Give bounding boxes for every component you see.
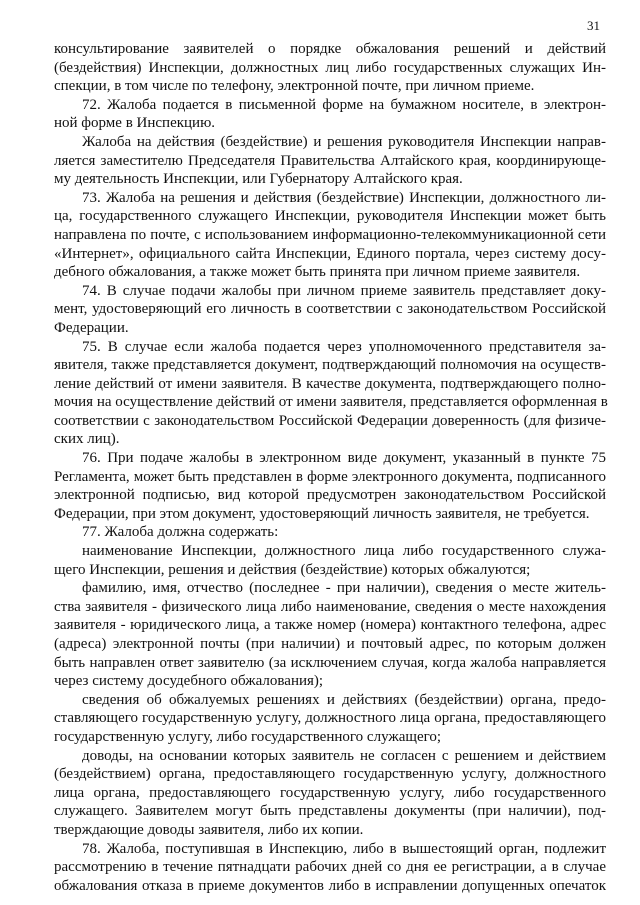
text-line: Федерации. (54, 319, 129, 336)
paragraph-p-77 (54, 523, 606, 542)
paragraph-p-77-3 (54, 691, 606, 747)
text-line: ца, государственного служащего Инспекции, руководителя Инспекции может быть (54, 208, 606, 225)
text-line: ной форме в Инспекцию. (54, 115, 216, 132)
text-line: доводы, на основании которых заявитель не согласен с решением и действием (82, 747, 606, 764)
paragraph-p-73 (54, 189, 606, 282)
text-line: 74. В случае подачи жалобы при личном приеме заявитель представляет доку- (82, 282, 606, 299)
paragraph-p-72-2 (54, 133, 606, 189)
paragraph-p-78 (54, 840, 606, 896)
text-line: обжалования отказа в приеме документов либо в исправлении допущенных опечаток (54, 877, 606, 894)
text-line: служащего. Заявителем могут быть представлены документы (при наличии), под- (54, 803, 606, 820)
text-line: ление действий от имени заявителя. В качестве документа, подтверждающего полно- (54, 375, 606, 392)
paragraph-p-72 (54, 96, 606, 133)
text-line: быть направлен ответ заявителю (за исключением случая, когда жалоба направляется (54, 654, 606, 671)
text-line: Жалоба на действия (бездействие) и решения руководителя Инспекции направ- (82, 133, 606, 150)
text-line: ских лиц). (54, 431, 120, 448)
text-line: Регламента, может быть представлен в форме электронного документа, подписанного (54, 468, 606, 485)
text-line: спекции, в том числе по телефону, электронной почте, при личном приеме. (54, 78, 535, 95)
paragraph-p-77-4 (54, 747, 606, 840)
document-body (54, 40, 606, 895)
text-line: 77. Жалоба должна содержать: (82, 524, 279, 541)
text-line: мочия на осуществление действий от имени заявителя, представляется оформленная в (54, 394, 608, 411)
text-line: «Интернет», официального сайта Инспекции, Единого портала, через систему досу- (54, 245, 606, 262)
text-line: Федерации, при этом документ, удостоверяющий личность заявителя, не требуется. (54, 505, 590, 522)
text-line: (бездействием) органа, предоставляющего государственную услугу, должностного (54, 766, 606, 783)
text-line: (бездействия) Инспекции, должностных лиц либо государственных служащих Ин- (54, 59, 606, 76)
text-line: соответствии с законодательством Российской Федерации доверенность (для физиче- (54, 412, 606, 429)
text-line: 76. При подаче жалобы в электронном виде документ, указанный в пункте 75 (82, 450, 606, 467)
text-line: 73. Жалоба на решения и действия (бездействие) Инспекции, должностного ли- (82, 189, 606, 206)
text-line: сведения об обжалуемых решениях и действиях (бездействии) органа, предо- (82, 691, 606, 708)
page-number: 31 (587, 18, 600, 33)
text-line: электронной подписью, вид которой предусмотрен законодательством Российской (54, 487, 606, 504)
paragraph-p-76 (54, 449, 606, 523)
text-line: щего Инспекции, решения и действия (бездействие) которых обжалуются; (54, 561, 531, 578)
paragraph-p-74 (54, 282, 606, 338)
text-line: государственную услугу, либо государственного служащего; (54, 728, 442, 745)
text-line: дебного обжалования, а также может быть принята при личном приеме заявителя. (54, 264, 581, 281)
text-line: через систему досудебного обжалования); (54, 673, 324, 690)
text-line: лица органа, предоставляющего государственную услугу, либо государственного (54, 784, 606, 801)
text-line: явителя, также представляется документ, подтверждающий полномочия на осуществ- (54, 357, 606, 374)
text-line: ставляющего государственную услугу, должностного лица органа, предоставляющего (54, 710, 606, 727)
text-line: консультирование заявителей о порядке обжалования решений и действий (54, 41, 606, 57)
paragraph-p-intro (54, 40, 606, 96)
text-line: ляется заместителю Председателя Правительства Алтайского края, координирующе- (54, 152, 606, 169)
text-line: направлена по почте, с использованием информационно-телекоммуникационной сети (54, 226, 606, 243)
paragraph-p-77-2 (54, 579, 606, 691)
paragraph-p-75 (54, 338, 606, 450)
text-line: фамилию, имя, отчество (последнее - при наличии), сведения о месте житель- (82, 580, 606, 597)
paragraph-p-77-1 (54, 542, 606, 579)
text-line: тверждающие доводы заявителя, либо их копии. (54, 821, 364, 838)
text-line: рассмотрению в течение пятнадцати рабочих дней со дня ее регистрации, а в случае (54, 859, 606, 876)
text-line: 72. Жалоба подается в письменной форме на бумажном носителе, в электрон- (82, 96, 606, 113)
text-line: (адреса) электронной почты (при наличии) и почтовый адрес, по которым должен (54, 636, 606, 652)
text-line: му деятельность Инспекции, или Губернатору Алтайского края. (54, 171, 463, 188)
text-line: ства заявителя - физического лица либо наименование, сведения о месте нахождения (54, 598, 606, 615)
text-line: 75. В случае если жалоба подается через уполномоченного представителя за- (82, 338, 606, 355)
text-line: наименование Инспекции, должностного лица либо государственного служа- (82, 543, 606, 560)
text-line: мент, удостоверяющий его личность в соответствии с законодательством Российской (54, 301, 606, 318)
text-line: 78. Жалоба, поступившая в Инспекцию, либо в вышестоящий орган, подлежит (82, 840, 606, 857)
text-line: заявителя - юридического лица, а также номер (номера) контактного телефона, адрес (54, 617, 606, 634)
